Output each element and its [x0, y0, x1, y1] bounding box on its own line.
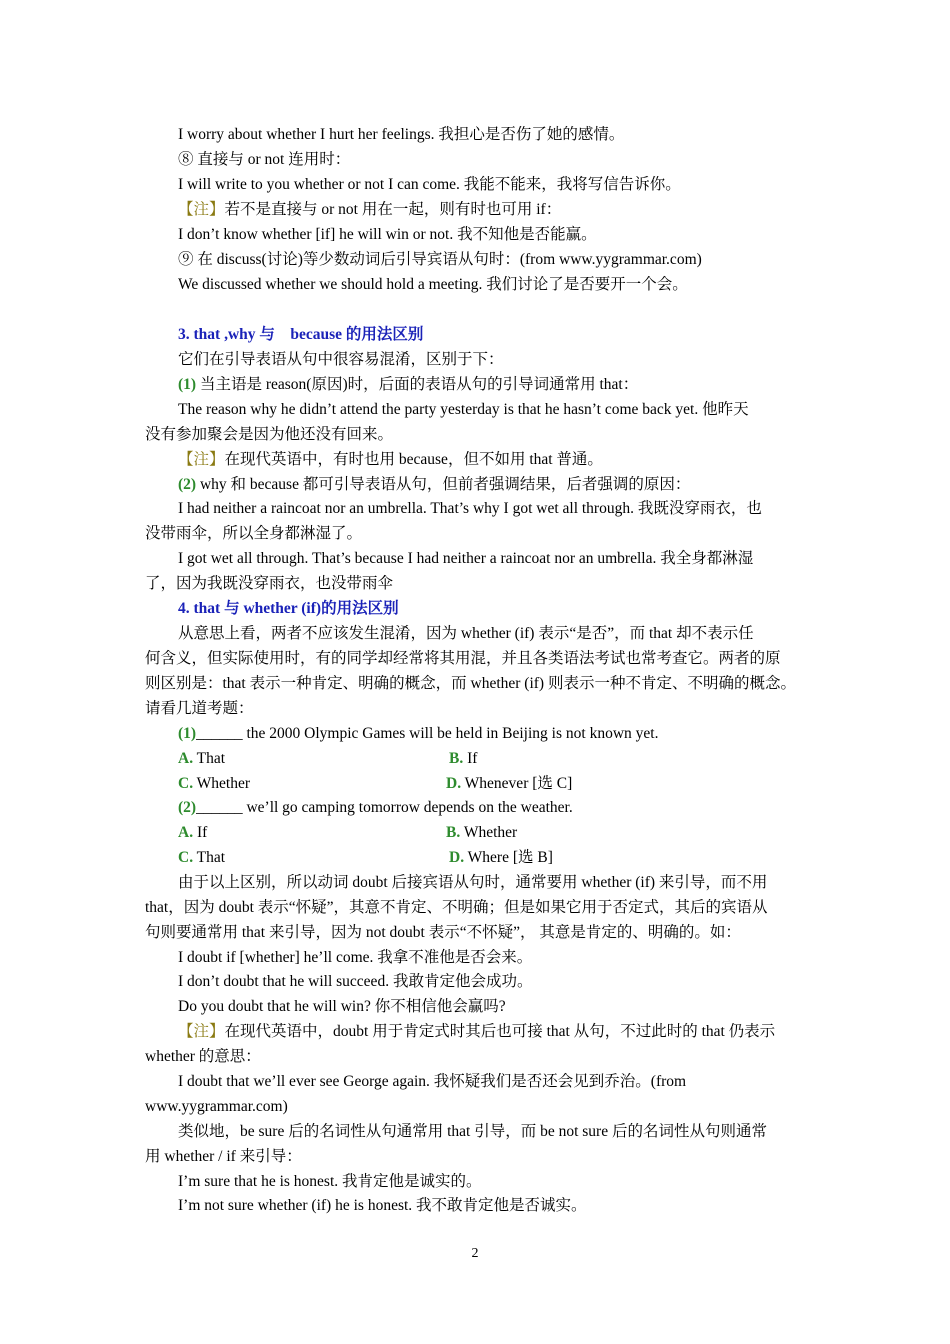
text-line: I got wet all through. That’s because I had neither a raincoat nor an umbrella. 我全身都淋湿 [178, 550, 754, 567]
text-line: 何含义，但实际使用时，有的同学却经常将其用混，并且各类语法考试也常考查它。两者的原 [145, 650, 781, 667]
text-line [178, 199, 561, 221]
question-number: (2) [178, 799, 197, 816]
text-line: that，因为 doubt 表示“怀疑”，其意不肯定、不明确；但是如果它用于否定式，其后的宾语从 [145, 899, 768, 916]
text-line [178, 474, 690, 496]
item-text: why 和 because 都可引导表语从句，但前者强调结果，后者强调的原因： [196, 476, 691, 493]
text-line: whether 的意思： [145, 1048, 261, 1065]
text-line: 没带雨伞，所以全身都淋湿了。 [145, 525, 363, 542]
text-line [178, 1021, 775, 1043]
item-number: (1) [178, 376, 197, 393]
text-line: 从意思上看，两者不应该发生混淆，因为 whether (if) 表示“是否”，而 that 却不表示任 [178, 625, 754, 642]
text-line: I’m sure that he is honest. 我肯定他是诚实的。 [178, 1173, 482, 1190]
option-text: That [193, 750, 226, 767]
option-label: D. [446, 775, 462, 792]
note-tag: 【注】 [178, 451, 225, 468]
text-line: 它们在引导表语从句中很容易混淆，区别于下： [178, 351, 504, 368]
text-line: I don’t doubt that he will succeed. 我敢肯定他会成功。 [178, 973, 533, 990]
option-label: A. [178, 824, 194, 841]
question-text: ______ we’ll go camping tomorrow depends on the weather. [196, 799, 573, 816]
option-label: C. [178, 775, 194, 792]
text-line: Do you doubt that he will win? 你不相信他会赢吗? [178, 998, 506, 1015]
question-text: ______ the 2000 Olympic Games will be held in Beijing is not known yet. [196, 725, 659, 742]
question-2 [178, 797, 573, 819]
question-1 [178, 723, 658, 745]
text-line: We discussed whether we should hold a meeting. 我们讨论了是否要开一个会。 [178, 276, 688, 293]
text-line: 用 whether / if 来引导： [145, 1148, 302, 1165]
option-d [449, 847, 553, 869]
text-line: I will write to you whether or not I can come. 我能不能来，我将写信告诉你。 [178, 176, 681, 193]
section-heading-4: 4. that 与 whether (if)的用法区别 [178, 600, 399, 617]
text-line: I doubt that we’ll ever see George again. 我怀疑我们是否还会见到乔治。(from [178, 1073, 687, 1090]
note-tag: 【注】 [178, 201, 225, 218]
option-label: B. [449, 750, 464, 767]
text-line: 由于以上区别，所以动词 doubt 后接宾语从句时，通常要用 whether (if) 来引导，而不用 [178, 874, 768, 891]
note-tag: 【注】 [178, 1023, 225, 1040]
option-text: That [193, 849, 226, 866]
option-text: Whether [193, 775, 251, 792]
text-line: 了，因为我既没穿雨衣，也没带雨伞 [145, 575, 394, 592]
option-c [178, 847, 225, 869]
option-c [178, 773, 250, 795]
section-heading-3: 3. that ,why 与 because 的用法区别 [178, 326, 424, 343]
item-number: (2) [178, 476, 197, 493]
option-label: A. [178, 750, 194, 767]
option-a [178, 822, 207, 844]
option-label: C. [178, 849, 194, 866]
option-label: B. [446, 824, 461, 841]
option-text: Whether [460, 824, 518, 841]
text-line: 则区别是：that 表示一种肯定、明确的概念，而 whether (if) 则表示一种不肯定、不明确的概念。 [145, 675, 796, 692]
text-line: 句则要通常用 that 来引导，因为 not doubt 表示“不怀疑”， 其意是肯定的、明确的。如： [145, 924, 741, 941]
text-line: 没有参加聚会是因为他还没有回来。 [145, 426, 394, 443]
note-text: 若不是直接与 or not 用在一起，则有时也可用 if： [224, 201, 562, 218]
text-line: 类似地，be sure 后的名词性从句通常用 that 引导，而 be not sure 后的名词性从句则通常 [178, 1123, 767, 1140]
text-line: ⑧ 直接与 or not 连用时： [178, 151, 351, 168]
option-a [178, 748, 225, 770]
text-line [178, 449, 603, 471]
text-line: ⑨ 在 discuss(讨论)等少数动词后引导宾语从句时：(from www.yygrammar.com) [178, 251, 702, 268]
note-text: 在现代英语中，有时也用 because，但不如用 that 普通。 [224, 451, 603, 468]
option-text: If [463, 750, 478, 767]
text-line [178, 374, 638, 396]
page-number: 2 [471, 1246, 479, 1261]
option-d [446, 773, 572, 795]
item-text: 当主语是 reason(原因)时，后面的表语从句的引导词通常用 that： [196, 376, 639, 393]
question-number: (1) [178, 725, 197, 742]
option-label: D. [449, 849, 465, 866]
text-line: I had neither a raincoat nor an umbrella. That’s why I got wet all through. 我既没穿雨衣，也 [178, 500, 762, 517]
text-line: I don’t know whether [if] he will win or not. 我不知他是否能赢。 [178, 226, 597, 243]
note-text: 在现代英语中，doubt 用于肯定式时其后也可接 that 从句，不过此时的 that 仍表示 [224, 1023, 776, 1040]
text-line: I doubt if [whether] he’ll come. 我拿不准他是否会来。 [178, 949, 533, 966]
text-line: I worry about whether I hurt her feelings. 我担心是否伤了她的感情。 [178, 126, 625, 143]
option-text: Where [选 B] [464, 849, 553, 866]
text-line: 请看几道考题： [145, 700, 254, 717]
option-b [449, 748, 477, 770]
option-b [446, 822, 517, 844]
option-text: Whenever [选 C] [461, 775, 573, 792]
text-line: The reason why he didn’t attend the party yesterday is that he hasn’t come back yet. 他昨天 [178, 401, 749, 418]
option-text: If [193, 824, 208, 841]
text-line: www.yygrammar.com) [145, 1098, 288, 1115]
text-line: I’m not sure whether (if) he is honest. 我不敢肯定他是否诚实。 [178, 1197, 587, 1214]
